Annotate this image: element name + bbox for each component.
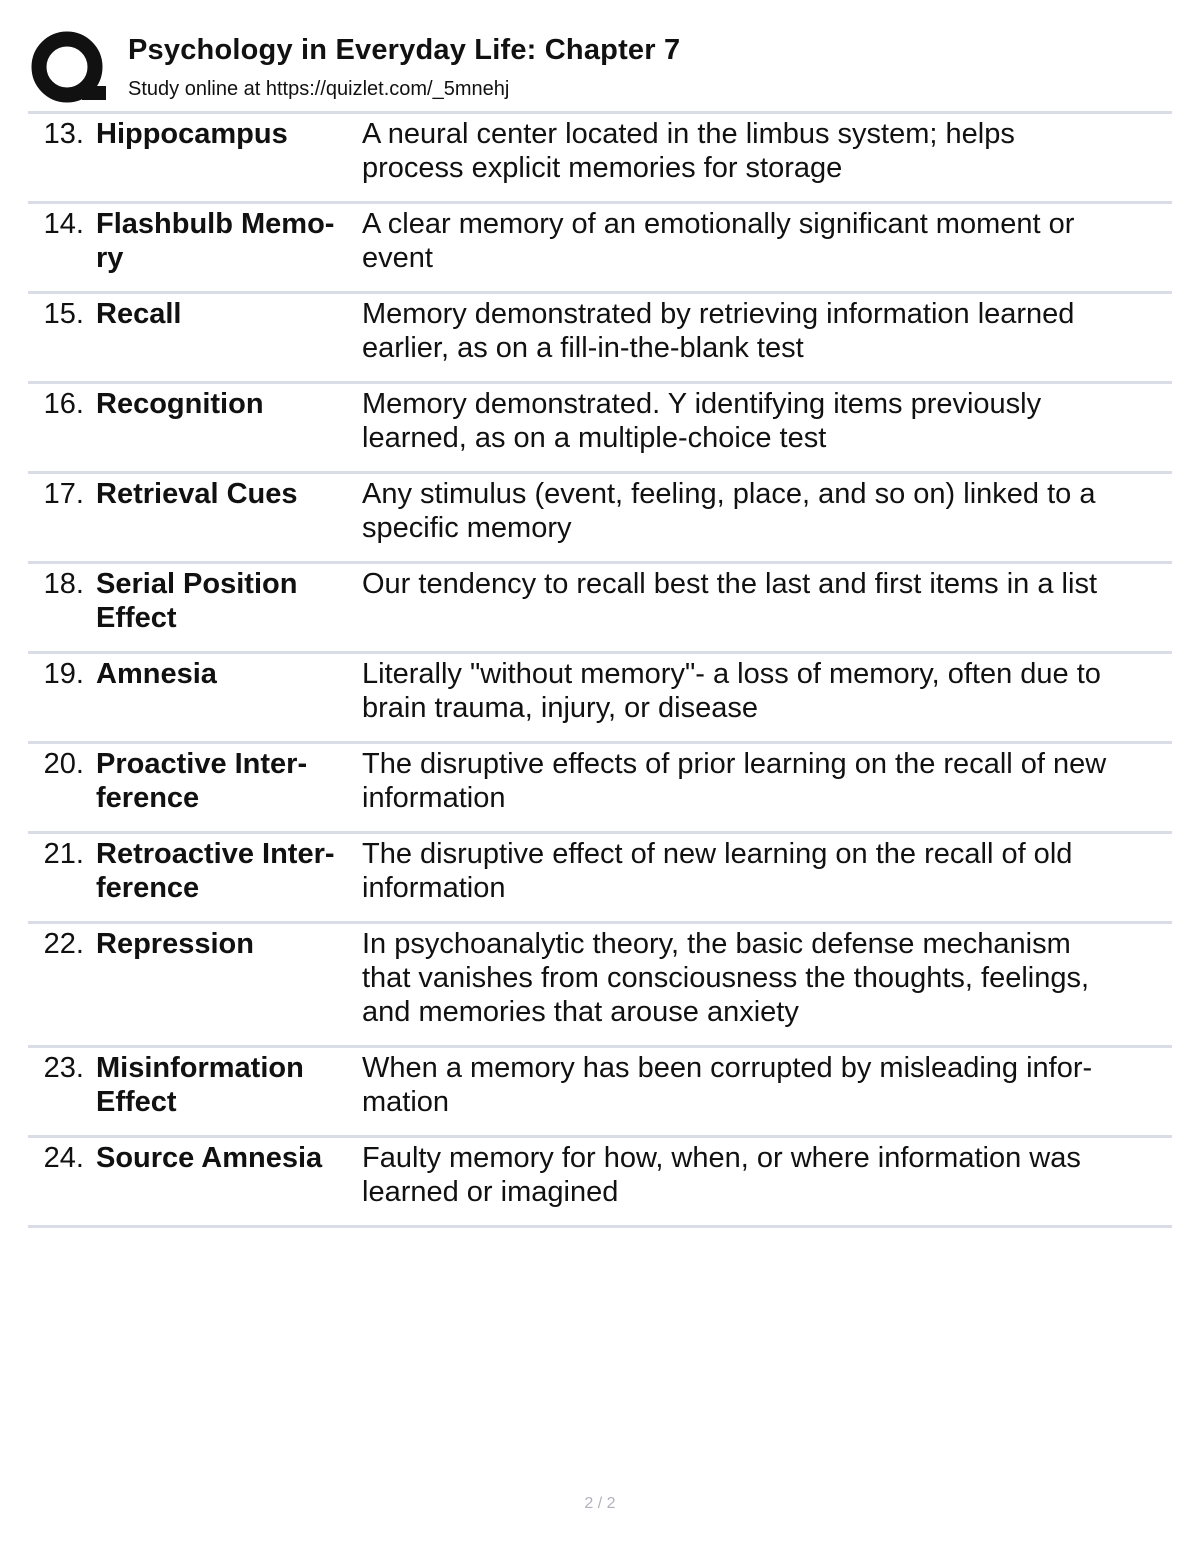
term-definition	[362, 657, 1172, 725]
term-word-line: Misinformation	[96, 1052, 304, 1084]
term-word-line: ference	[96, 782, 200, 814]
term-row	[28, 204, 1172, 294]
term-word-line: Repression	[96, 928, 254, 960]
term-number: 23.	[43, 1052, 84, 1084]
term-row	[28, 744, 1172, 834]
term-definition-line: information	[362, 872, 506, 904]
term-word-line: Retrieval Cues	[96, 478, 298, 510]
term-definition-line: The disruptive effects of prior learning on the recall of new	[362, 748, 1107, 780]
term-word	[96, 747, 362, 815]
term-word-line: Effect	[96, 602, 177, 634]
term-number: 15.	[43, 298, 84, 330]
term-number: 14.	[43, 208, 84, 240]
term-row	[28, 924, 1172, 1048]
term-row	[28, 1138, 1172, 1228]
study-online-link[interactable]: Study online at https://quizlet.com/_5mnehj	[128, 78, 510, 100]
term-word-line: Recognition	[96, 388, 264, 420]
term-number: 20.	[43, 748, 84, 780]
term-word-line: Proactive Inter-	[96, 748, 308, 780]
term-row	[28, 294, 1172, 384]
term-word	[96, 567, 362, 635]
term-word-line: Effect	[96, 1086, 177, 1118]
term-word-line: Retroactive Inter-	[96, 838, 335, 870]
term-word	[96, 1051, 362, 1119]
term-definition	[362, 1141, 1172, 1209]
term-row	[28, 114, 1172, 204]
term-definition-line: earlier, as on a fill-in-the-blank test	[362, 332, 804, 364]
term-word	[96, 117, 362, 185]
term-number: 24.	[43, 1142, 84, 1174]
term-definition	[362, 567, 1172, 635]
term-definition-line: In psychoanalytic theory, the basic defense mechanism	[362, 928, 1071, 960]
term-definition-line: learned, as on a multiple-choice test	[362, 422, 827, 454]
term-word	[96, 657, 362, 725]
term-definition	[362, 387, 1172, 455]
term-word-line: Serial Position	[96, 568, 298, 600]
term-definition-line: that vanishes from consciousness the thoughts, feelings,	[362, 962, 1090, 994]
term-definition	[362, 747, 1172, 815]
term-definition-line: A clear memory of an emotionally significant moment or	[362, 208, 1075, 240]
term-definition-line: The disruptive effect of new learning on the recall of old	[362, 838, 1073, 870]
term-number: 17.	[43, 478, 84, 510]
term-number: 13.	[43, 118, 84, 150]
term-number: 19.	[43, 658, 84, 690]
term-definition	[362, 297, 1172, 365]
quizlet-logo-icon	[30, 30, 108, 108]
document-title: Psychology in Everyday Life: Chapter 7	[128, 34, 681, 66]
term-word	[96, 837, 362, 905]
term-number: 22.	[43, 928, 84, 960]
term-definition-line: specific memory	[362, 512, 572, 544]
term-word	[96, 297, 362, 365]
term-definition-line: event	[362, 242, 433, 274]
term-definition-line: Memory demonstrated. Y identifying items previously	[362, 388, 1042, 420]
term-word	[96, 1141, 362, 1209]
term-definition	[362, 837, 1172, 905]
term-definition-line: A neural center located in the limbus system; helps	[362, 118, 1015, 150]
term-definition-line: Memory demonstrated by retrieving information learned	[362, 298, 1075, 330]
page-number: 2 / 2	[584, 1495, 616, 1512]
term-row	[28, 474, 1172, 564]
term-definition	[362, 1051, 1172, 1119]
term-number: 16.	[43, 388, 84, 420]
term-definition	[362, 927, 1172, 1029]
term-definition-line: Literally "without memory"- a loss of memory, often due to	[362, 658, 1101, 690]
term-definition-line: Our tendency to recall best the last and first items in a list	[362, 568, 1097, 600]
term-word	[96, 477, 362, 545]
term-definition-line: and memories that arouse anxiety	[362, 996, 799, 1028]
term-definition	[362, 117, 1172, 185]
term-word	[96, 387, 362, 455]
term-definition	[362, 207, 1172, 275]
term-definition-line: Any stimulus (event, feeling, place, and so on) linked to a	[362, 478, 1096, 510]
term-word	[96, 207, 362, 275]
term-row	[28, 384, 1172, 474]
term-number: 18.	[43, 568, 84, 600]
term-number: 21.	[43, 838, 84, 870]
term-word-line: Hippocampus	[96, 118, 288, 150]
term-word-line: Source Amnesia	[96, 1142, 323, 1174]
term-list	[28, 114, 1172, 1228]
term-word	[96, 927, 362, 1029]
term-definition-line: information	[362, 782, 506, 814]
term-definition-line: mation	[362, 1086, 450, 1118]
term-definition-line: Faulty memory for how, when, or where information was	[362, 1142, 1081, 1174]
term-word-line: Recall	[96, 298, 182, 330]
term-row	[28, 564, 1172, 654]
term-definition-line: process explicit memories for storage	[362, 152, 843, 184]
term-definition-line: brain trauma, injury, or disease	[362, 692, 758, 724]
term-row	[28, 834, 1172, 924]
term-definition	[362, 477, 1172, 545]
document-header	[30, 30, 1172, 112]
term-definition-line: When a memory has been corrupted by misleading infor-	[362, 1052, 1093, 1084]
term-word-line: ry	[96, 242, 124, 274]
term-word-line: Flashbulb Memo-	[96, 208, 335, 240]
term-word-line: Amnesia	[96, 658, 217, 690]
term-row	[28, 1048, 1172, 1138]
term-row	[28, 654, 1172, 744]
term-word-line: ference	[96, 872, 200, 904]
term-definition-line: learned or imagined	[362, 1176, 619, 1208]
